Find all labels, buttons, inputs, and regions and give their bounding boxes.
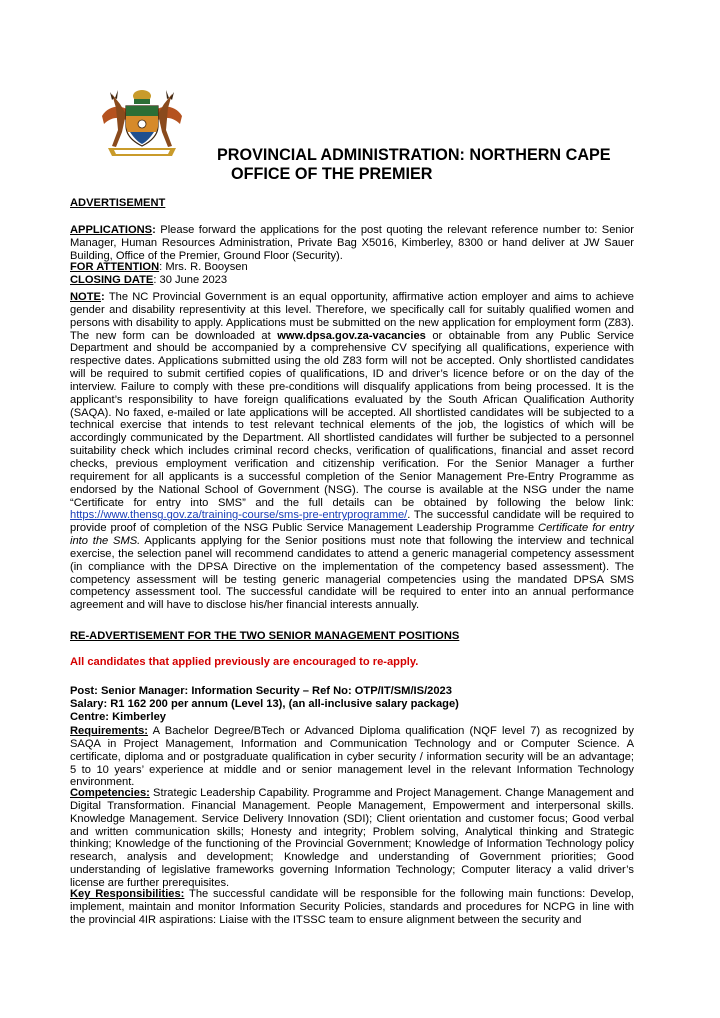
responsibilities-paragraph: Key Responsibilities: The successful candidate will be responsible for the following main functions: Develop, implement, maintain and monitor Information Security Policies, standards and procedures for NCPG in line with the provincial 4IR aspirations: Liaise with the ITSSC team to ensure alignment between the security and [70,888,634,926]
requirements-label: Requirements: [70,725,149,737]
dpsa-url: www.dpsa.gov.za-vacancies [277,329,426,342]
nsg-course-link[interactable]: https://www.thensg.gov.za/training-course/sms-pre-entryprogramme/ [70,509,408,522]
note-label: NOTE [70,291,101,303]
applications-label: APPLICATIONS [70,224,153,236]
for-attention: FOR ATTENTION: Mrs. R. Booysen [70,261,248,273]
note-paragraph: NOTE: The NC Provincial Government is an equal opportunity, affirmative action employer and aims to achieve gender and disability representivity at this level. Therefore, we specifically call for suitably qualified women and persons with disability to apply. Applications must be submitted on the new application for employment form (Z83). The new form can be downloaded at www.dpsa.gov.za-vacancies or obtainable from any Public Service Department and should be accompanied by a comprehensive CV specifying all qualifications, experience with respective dates. Applications submitted using the old Z83 form will not be accepted. Only shortlisted candidates will be required to submit certified copies of qualifications, ID and driver’s licence before or on the day of the interview. Failure to comply with these pre-conditions will disqualify applications from being processed. It is the applicant’s responsibility to have foreign qualifications evaluated by the South African Qualification Authority (SAQA). No faxed, e-mailed or late applications will be accepted. All shortlisted candidates will be subjected to a technical exercise that intends to test relevant technical elements of the job, the logistics of which will be accordingly communicated by the Department. All shortlisted candidates will further be subjected to a personnel suitability check which includes criminal record checks, verification of qualifications, financial and asset record checks, previous employment verification and citizenship verification. For the Senior Manager a further requirement for all applicants is a successful completion of the Senior Management Pre-Entry Programme as endorsed by the National School of Government (NSG). The course is available at the NSG under the name “Certificate for entry into SMS” and the full details can be obtained by following the below link: https://www.thensg.gov.za/training-course/sms-pre-entryprogramme/. The successful candidate will be required to provide proof of completion of the NSG Public Service Management Leadership Programme Certificate for entry into the SMS. Applicants applying for the Senior positions must note that following the interview and technical exercise, the selection panel will recommend candidates to attend a generic managerial competency assessment (in compliance with the DPSA Directive on the implementation of the competency based assessment). The competency assessment will be testing generic managerial competencies using the mandated DPSA SMS competency assessment tool. The successful candidate will be required to enter into an annual performance agreement and will have to disclose his/her financial interests annually. [70,291,634,612]
competencies-paragraph: Competencies: Strategic Leadership Capability. Programme and Project Management. Change Management and Digital Transformation. Financial Management. People Management, Empowerment and interpersonal skills. Knowledge Management. Service Delivery Innovation (SDI); Client orientation and customer focus; Good verbal and written communication skills; Honesty and integrity; Problem solving, Analytical thinking and Strategic thinking; Knowledge of the functioning of the Provincial Government; Knowledge of Information Technology policy research, analysis and development; Knowledge and understanding of Government priorities; Good understanding of legislative frameworks governing Information Technology; Computer literacy a valid driver’s license are further prerequisites. [70,787,634,889]
post-salary: Salary: R1 162 200 per annum (Level 13), (an all-inclusive salary package) [70,698,459,710]
responsibilities-label: Key Responsibilities: [70,888,185,900]
readvertisement-heading: RE-ADVERTISEMENT FOR THE TWO SENIOR MANAGEMENT POSITIONS [70,630,460,642]
applications-paragraph: APPLICATIONS: Please forward the applications for the post quoting the relevant reference number to: Senior Manager, Human Resources Administration, Private Bag X5016, Kimberley, 8300 or hand deliver at JW Sauer Building, Office of the Premier, Ground Floor (Security). [70,224,634,262]
advertisement-heading: ADVERTISEMENT [70,197,166,209]
competencies-label: Competencies: [70,787,150,799]
applications-text: Please forward the applications for the post quoting the relevant reference number to: Senior Manager, Human Resources Administration, Private Bag X5016, Kimberley, 8300 or hand deliver at JW Sauer Building, Office of the Premier, Ground Floor (Security). [70,224,634,262]
reapply-notice: All candidates that applied previously are encouraged to re-apply. [70,656,419,668]
requirements-paragraph: Requirements: A Bachelor Degree/BTech or Advanced Diploma qualification (NQF level 7) as recognized by SAQA in Project Management, Information and Communication Technology and or Computer Science. A certificate, diploma and or postgraduate qualification in cyber security / information security will be an advantage; 5 to 10 years’ experience at middle and or senior management level in the relevant Information Technology environment. [70,725,634,789]
post-title: Post: Senior Manager: Information Security – Ref No: OTP/IT/SM/IS/2023 [70,685,452,697]
closing-date: CLOSING DATE: 30 June 2023 [70,274,228,286]
header-line-1: PROVINCIAL ADMINISTRATION: NORTHERN CAPE [217,146,611,164]
post-centre: Centre: Kimberley [70,711,166,723]
header-line-2: OFFICE OF THE PREMIER [231,165,433,183]
